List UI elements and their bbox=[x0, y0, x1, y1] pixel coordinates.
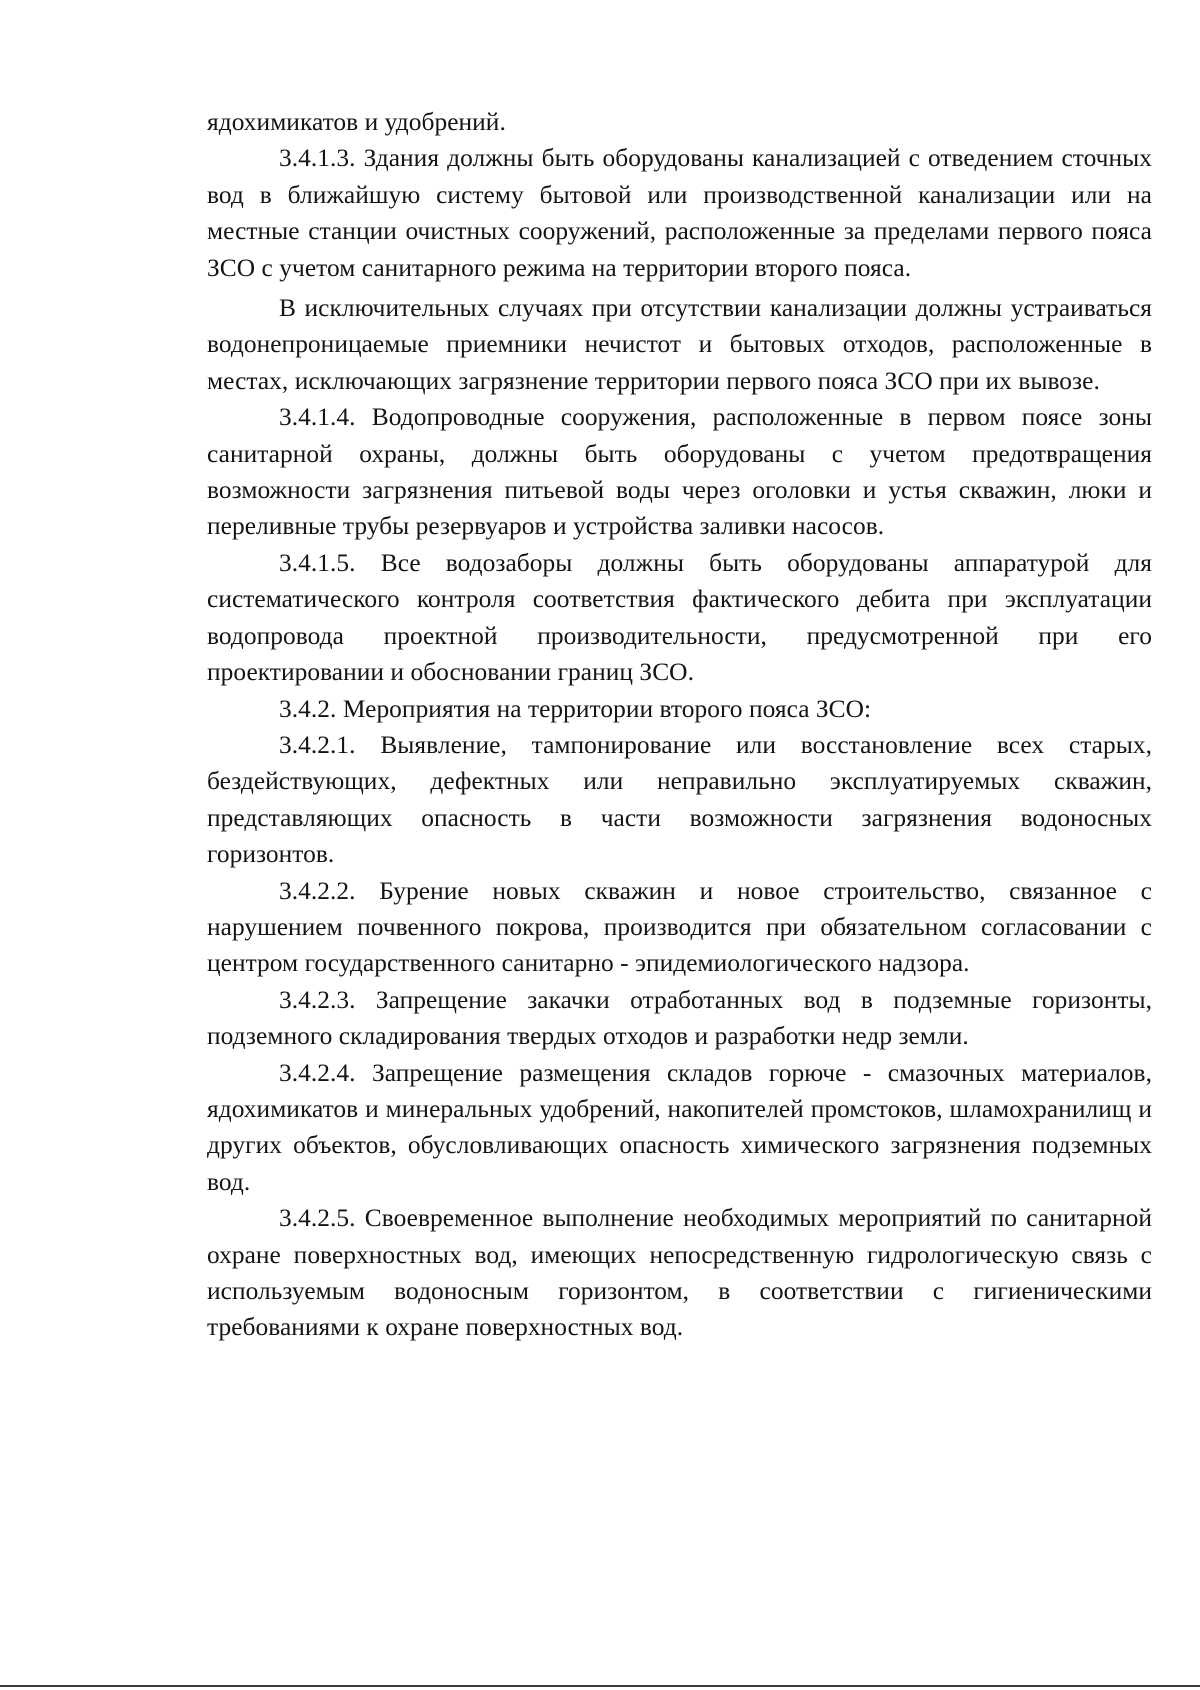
paragraph-3-4-1-4: 3.4.1.4. Водопроводные сооружения, расположенные в первом поясе зоны санитарной охраны, должны быть оборудованы с учетом предотвращения возможности загрязнения питьевой воды через оголовки и устья скважин, люки и переливные трубы резервуаров и устройства заливки насосов. bbox=[207, 403, 1152, 541]
document-body bbox=[207, 104, 1152, 1346]
paragraph-3-4-2-2: 3.4.2.2. Бурение новых скважин и новое строительство, связанное с нарушением почвенного покрова, производится при обязательном согласовании с центром государственного санитарно - эпидемиологического надзора. bbox=[207, 876, 1152, 978]
paragraph-continuation: ядохимикатов и удобрений. bbox=[207, 108, 506, 136]
paragraph-3-4-1-5: 3.4.1.5. Все водозаборы должны быть оборудованы аппаратурой для систематического контроля соответствия фактического дебита при эксплуатации водопровода проектной производительности, предусмотренной при его проектировании и обосновании границ ЗСО. bbox=[207, 548, 1152, 687]
paragraph-exceptional-cases: В исключительных случаях при отсутствии канализации должны устраиваться водонепроницаемые приемники нечистот и бытовых отходов, расположенные в местах, исключающих загрязнение территории первого пояса ЗСО при их вывозе. bbox=[207, 294, 1152, 395]
paragraph-3-4-2-5: 3.4.2.5. Своевременное выполнение необходимых мероприятий по санитарной охране поверхностных вод, имеющих непосредственную гидрологическую связь с используемым водоносным горизонтом, в соответствии с гигиеническими требованиями к охране поверхностных вод. bbox=[207, 1204, 1152, 1342]
paragraph-3-4-2-1: 3.4.2.1. Выявление, тампонирование или восстановление всех старых, бездействующих, дефектных или неправильно эксплуатируемых скважин, представляющих опасность в части возможности загрязнения водоносных горизонтов. bbox=[207, 730, 1152, 869]
page-edge-line bbox=[0, 1685, 1200, 1687]
paragraph-3-4-1-3: 3.4.1.3. Здания должны быть оборудованы канализацией с отведением сточных вод в ближайшую систему бытовой или производственной канализации или на местные станции очистных сооружений, расположенные за пределами первого пояса ЗСО с учетом санитарного режима на территории второго пояса. bbox=[207, 144, 1152, 282]
paragraph-3-4-2-4: 3.4.2.4. Запрещение размещения складов горюче - смазочных материалов, ядохимикатов и минеральных удобрений, накопителей промстоков, шламохранилищ и других объектов, обусловливающих опасность химического загрязнения подземных вод. bbox=[207, 1058, 1152, 1196]
paragraph-3-4-2-heading: 3.4.2. Мероприятия на территории второго пояса ЗСО: bbox=[279, 694, 872, 723]
paragraph-3-4-2-3: 3.4.2.3. Запрещение закачки отработанных вод в подземные горизонты, подземного складирования твердых отходов и разработки недр земли. bbox=[207, 985, 1152, 1051]
